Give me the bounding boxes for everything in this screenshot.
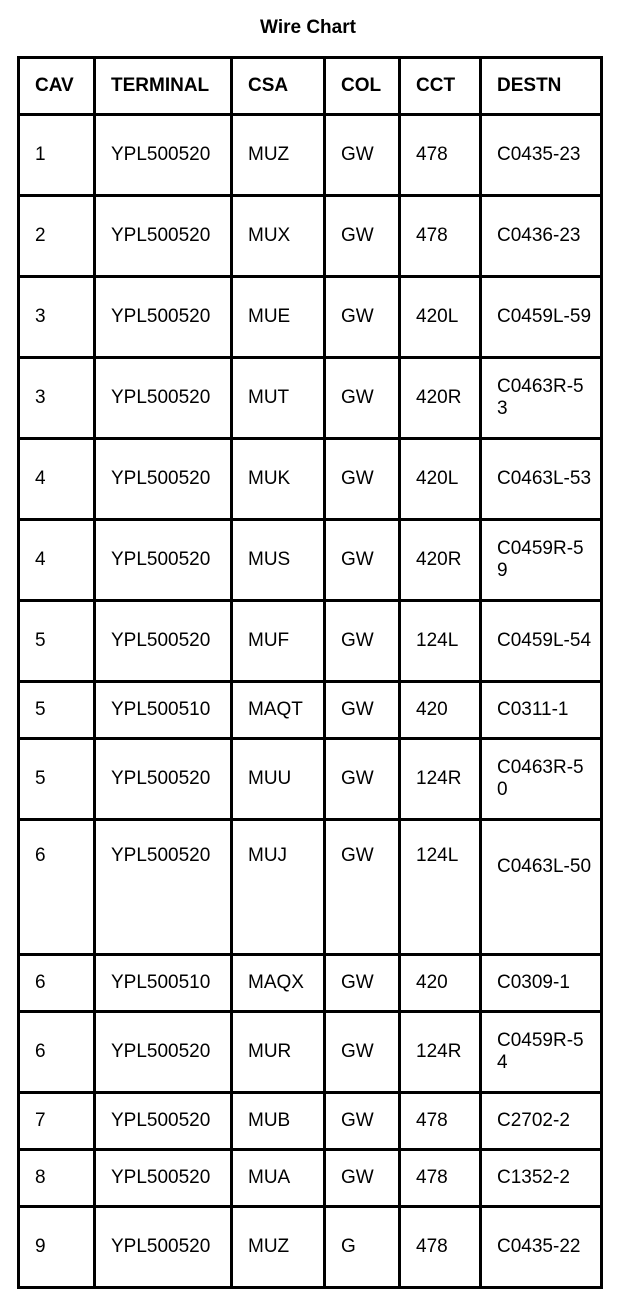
cell-destn: C0311-1 <box>481 682 602 739</box>
cell-col: GW <box>325 1093 400 1150</box>
cell-col: GW <box>325 955 400 1012</box>
cell-terminal: YPL500520 <box>95 520 232 601</box>
table-row <box>19 439 602 520</box>
cell-csa: MUR <box>232 1012 325 1093</box>
cell-cav: 4 <box>19 439 95 520</box>
cell-cav: 4 <box>19 520 95 601</box>
table-row <box>19 955 602 1012</box>
cell-csa: MUK <box>232 439 325 520</box>
table-row <box>19 520 602 601</box>
cell-csa: MUX <box>232 196 325 277</box>
cell-cct: 420R <box>400 520 481 601</box>
cell-col: GW <box>325 682 400 739</box>
table-row <box>19 682 602 739</box>
cell-destn: C0459L-54 <box>481 601 602 682</box>
cell-terminal: YPL500520 <box>95 739 232 820</box>
table-row <box>19 601 602 682</box>
cell-col: GW <box>325 820 400 955</box>
cell-destn: C0436-23 <box>481 196 602 277</box>
cell-cct: 124R <box>400 1012 481 1093</box>
cell-col: GW <box>325 115 400 196</box>
table-row <box>19 1150 602 1207</box>
cell-csa: MUZ <box>232 1207 325 1288</box>
cell-cct: 478 <box>400 115 481 196</box>
column-header-destn: DESTN <box>481 58 602 115</box>
cell-destn: C0309-1 <box>481 955 602 1012</box>
cell-cct: 478 <box>400 1150 481 1207</box>
cell-cct: 124L <box>400 601 481 682</box>
cell-terminal: YPL500520 <box>95 277 232 358</box>
cell-col: GW <box>325 358 400 439</box>
table-row <box>19 1207 602 1288</box>
table-body <box>19 115 602 1288</box>
cell-csa: MUS <box>232 520 325 601</box>
cell-col: GW <box>325 196 400 277</box>
cell-cav: 5 <box>19 739 95 820</box>
cell-cct: 420 <box>400 955 481 1012</box>
cell-terminal: YPL500520 <box>95 439 232 520</box>
cell-terminal: YPL500520 <box>95 601 232 682</box>
cell-destn: C0463L-53 <box>481 439 602 520</box>
cell-destn: C2702-2 <box>481 1093 602 1150</box>
table-row <box>19 1012 602 1093</box>
cell-destn: C0459R-59 <box>481 520 602 601</box>
cell-csa: MUU <box>232 739 325 820</box>
cell-terminal: YPL500520 <box>95 1093 232 1150</box>
cell-destn: C0459L-59 <box>481 277 602 358</box>
cell-cct: 478 <box>400 1207 481 1288</box>
table-row <box>19 115 602 196</box>
cell-destn: C1352-2 <box>481 1150 602 1207</box>
cell-terminal: YPL500520 <box>95 115 232 196</box>
cell-csa: MUE <box>232 277 325 358</box>
cell-col: GW <box>325 739 400 820</box>
cell-destn: C0463L-50 <box>481 820 602 955</box>
table-header-row <box>19 58 602 115</box>
cell-col: GW <box>325 601 400 682</box>
cell-terminal: YPL500520 <box>95 820 232 955</box>
cell-cct: 124R <box>400 739 481 820</box>
cell-col: GW <box>325 277 400 358</box>
cell-cav: 6 <box>19 1012 95 1093</box>
cell-destn: C0463R-50 <box>481 739 602 820</box>
table-row <box>19 358 602 439</box>
cell-cav: 6 <box>19 955 95 1012</box>
cell-terminal: YPL500510 <box>95 955 232 1012</box>
cell-col: GW <box>325 1150 400 1207</box>
cell-cct: 420R <box>400 358 481 439</box>
cell-cav: 3 <box>19 277 95 358</box>
column-header-cav: CAV <box>19 58 95 115</box>
column-header-csa: CSA <box>232 58 325 115</box>
cell-destn: C0435-23 <box>481 115 602 196</box>
cell-csa: MUJ <box>232 820 325 955</box>
cell-cav: 8 <box>19 1150 95 1207</box>
table-row <box>19 739 602 820</box>
cell-cav: 6 <box>19 820 95 955</box>
column-header-cct: CCT <box>400 58 481 115</box>
cell-col: GW <box>325 439 400 520</box>
column-header-col: COL <box>325 58 400 115</box>
cell-cav: 1 <box>19 115 95 196</box>
table-row <box>19 820 602 955</box>
cell-csa: MAQT <box>232 682 325 739</box>
cell-terminal: YPL500520 <box>95 1150 232 1207</box>
cell-terminal: YPL500520 <box>95 1207 232 1288</box>
cell-cct: 420L <box>400 277 481 358</box>
cell-cct: 478 <box>400 196 481 277</box>
cell-cav: 5 <box>19 682 95 739</box>
cell-cav: 9 <box>19 1207 95 1288</box>
cell-destn: C0463R-53 <box>481 358 602 439</box>
wire-chart-table <box>17 56 603 1289</box>
cell-col: GW <box>325 1012 400 1093</box>
cell-csa: MUF <box>232 601 325 682</box>
cell-col: G <box>325 1207 400 1288</box>
cell-csa: MUZ <box>232 115 325 196</box>
cell-cav: 5 <box>19 601 95 682</box>
cell-cav: 2 <box>19 196 95 277</box>
cell-cct: 420 <box>400 682 481 739</box>
table-row <box>19 277 602 358</box>
column-header-terminal: TERMINAL <box>95 58 232 115</box>
cell-terminal: YPL500510 <box>95 682 232 739</box>
cell-csa: MUA <box>232 1150 325 1207</box>
cell-csa: MAQX <box>232 955 325 1012</box>
cell-csa: MUT <box>232 358 325 439</box>
table-row <box>19 196 602 277</box>
page-title: Wire Chart <box>260 17 356 38</box>
cell-cav: 3 <box>19 358 95 439</box>
cell-cct: 478 <box>400 1093 481 1150</box>
cell-cct: 420L <box>400 439 481 520</box>
cell-cct: 124L <box>400 820 481 955</box>
cell-csa: MUB <box>232 1093 325 1150</box>
cell-col: GW <box>325 520 400 601</box>
cell-terminal: YPL500520 <box>95 1012 232 1093</box>
table-row <box>19 1093 602 1150</box>
cell-destn: C0435-22 <box>481 1207 602 1288</box>
cell-destn: C0459R-54 <box>481 1012 602 1093</box>
cell-terminal: YPL500520 <box>95 358 232 439</box>
cell-cav: 7 <box>19 1093 95 1150</box>
cell-terminal: YPL500520 <box>95 196 232 277</box>
